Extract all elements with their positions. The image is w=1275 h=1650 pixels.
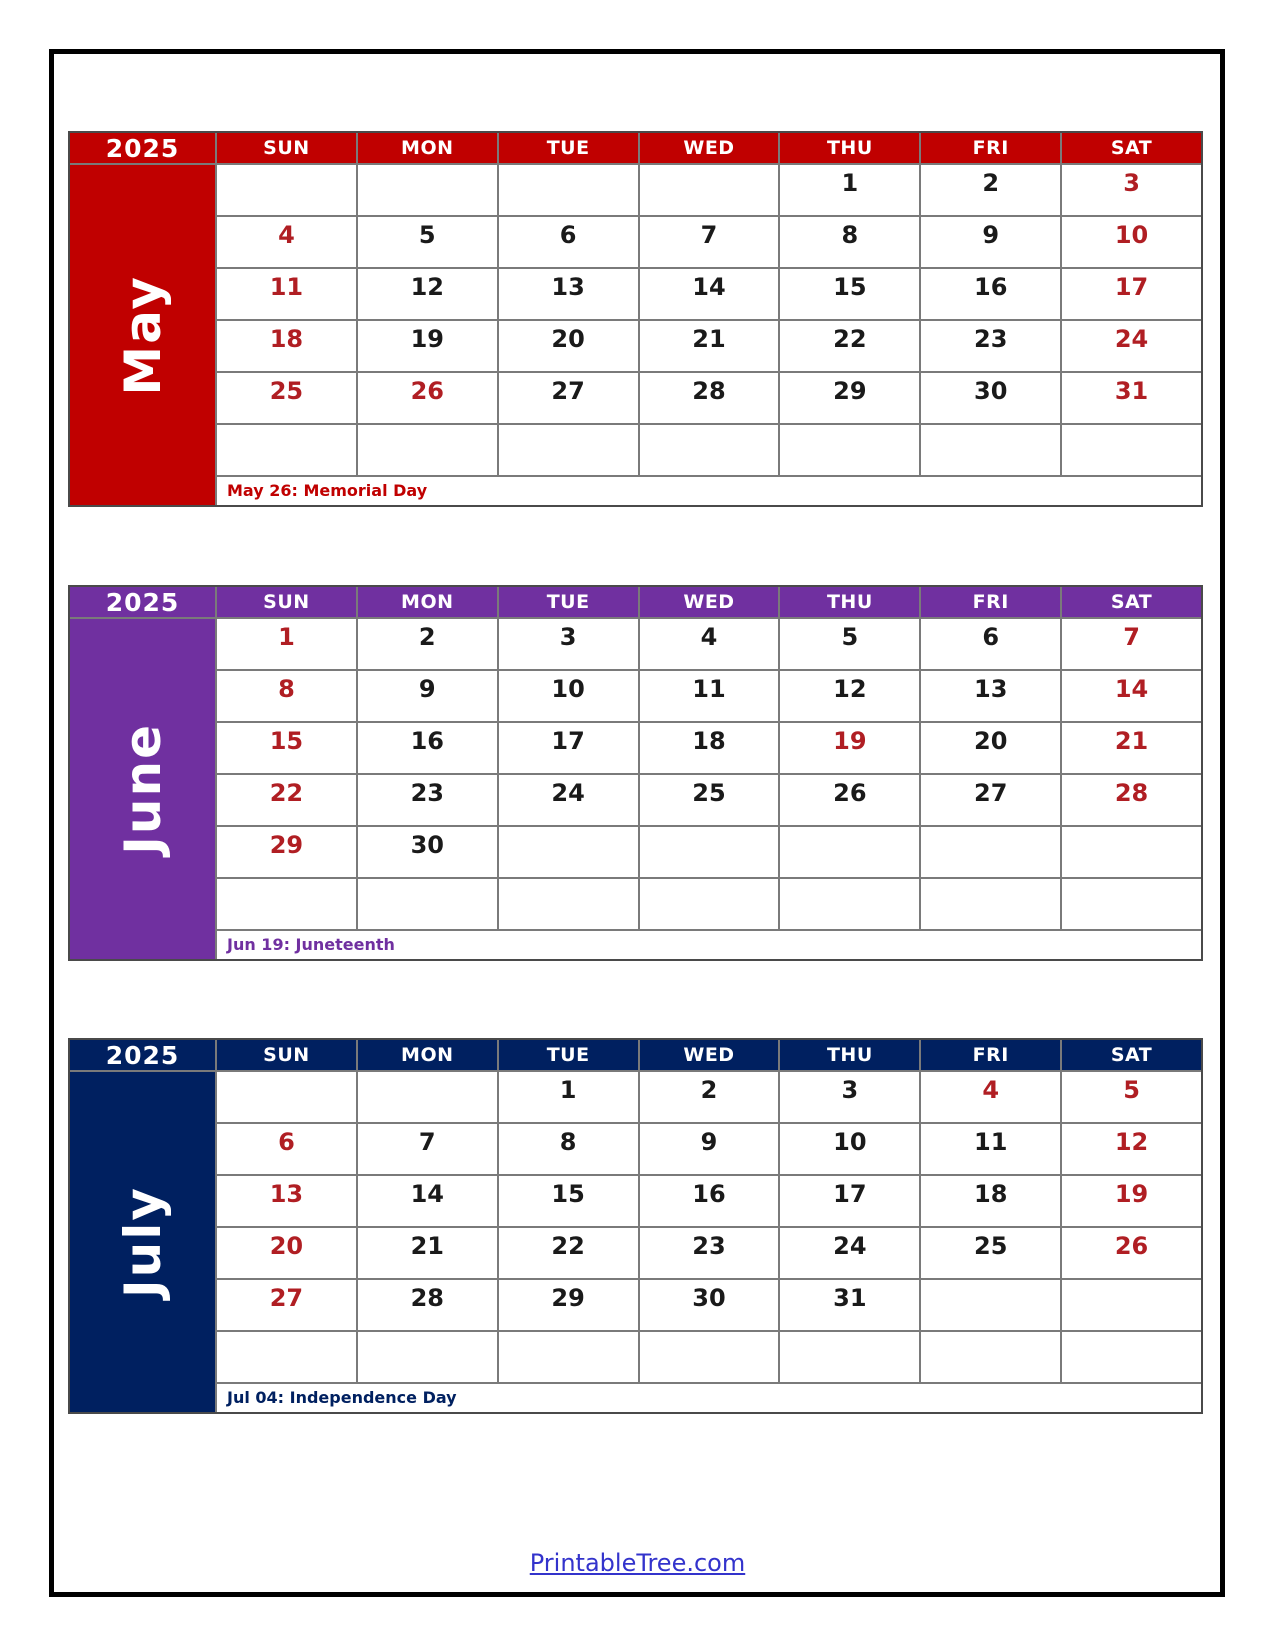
day-header-tue: TUE [499, 587, 638, 617]
day-cell-8: 8 [217, 671, 356, 721]
day-cell-25: 25 [640, 775, 779, 825]
day-cell-empty [1062, 1332, 1201, 1382]
day-header-wed: WED [640, 133, 779, 163]
day-cell-5: 5 [780, 619, 919, 669]
day-header-fri: FRI [921, 133, 1060, 163]
day-cell-18: 18 [640, 723, 779, 773]
holiday-note-june: Jun 19: Juneteenth [217, 931, 1201, 959]
day-cell-empty [640, 1332, 779, 1382]
day-cell-21: 21 [1062, 723, 1201, 773]
calendar-grid-july [68, 1038, 1203, 1414]
day-cell-empty [217, 1072, 356, 1122]
year-label: 2025 [70, 587, 215, 617]
day-cell-4: 4 [640, 619, 779, 669]
day-cell-empty [358, 1072, 497, 1122]
day-cell-empty [921, 879, 1060, 929]
day-cell-20: 20 [921, 723, 1060, 773]
day-cell-8: 8 [780, 217, 919, 267]
day-cell-19: 19 [1062, 1176, 1201, 1226]
day-cell-3: 3 [780, 1072, 919, 1122]
day-cell-24: 24 [780, 1228, 919, 1278]
day-cell-13: 13 [921, 671, 1060, 721]
day-cell-22: 22 [499, 1228, 638, 1278]
day-cell-23: 23 [358, 775, 497, 825]
day-cell-31: 31 [1062, 373, 1201, 423]
calendar-may [68, 131, 1203, 507]
month-sidebar-june [70, 619, 215, 959]
day-cell-6: 6 [217, 1124, 356, 1174]
day-cell-7: 7 [358, 1124, 497, 1174]
year-label: 2025 [70, 133, 215, 163]
day-cell-13: 13 [499, 269, 638, 319]
day-cell-9: 9 [921, 217, 1060, 267]
day-cell-4: 4 [217, 217, 356, 267]
day-cell-11: 11 [921, 1124, 1060, 1174]
day-cell-23: 23 [921, 321, 1060, 371]
day-cell-empty [499, 425, 638, 475]
day-cell-7: 7 [1062, 619, 1201, 669]
day-cell-empty [217, 1332, 356, 1382]
day-header-mon: MON [358, 1040, 497, 1070]
day-header-tue: TUE [499, 133, 638, 163]
day-cell-empty [358, 1332, 497, 1382]
day-cell-empty [640, 165, 779, 215]
day-cell-23: 23 [640, 1228, 779, 1278]
day-cell-5: 5 [358, 217, 497, 267]
day-header-mon: MON [358, 587, 497, 617]
day-header-sat: SAT [1062, 1040, 1201, 1070]
footer [0, 1549, 1275, 1577]
day-cell-22: 22 [780, 321, 919, 371]
day-cell-empty [499, 165, 638, 215]
day-cell-empty [358, 879, 497, 929]
day-cell-empty [358, 425, 497, 475]
day-cell-empty [1062, 1280, 1201, 1330]
day-header-sun: SUN [217, 1040, 356, 1070]
calendar-june [68, 585, 1203, 961]
day-header-thu: THU [780, 133, 919, 163]
day-cell-19: 19 [780, 723, 919, 773]
day-cell-30: 30 [358, 827, 497, 877]
year-label: 2025 [70, 1040, 215, 1070]
day-header-thu: THU [780, 1040, 919, 1070]
day-cell-10: 10 [1062, 217, 1201, 267]
day-cell-17: 17 [499, 723, 638, 773]
day-cell-empty [921, 827, 1060, 877]
day-cell-24: 24 [1062, 321, 1201, 371]
day-cell-19: 19 [358, 321, 497, 371]
day-cell-20: 20 [499, 321, 638, 371]
day-cell-22: 22 [217, 775, 356, 825]
day-cell-25: 25 [217, 373, 356, 423]
day-cell-empty [499, 879, 638, 929]
day-header-sat: SAT [1062, 587, 1201, 617]
day-cell-12: 12 [780, 671, 919, 721]
day-cell-12: 12 [358, 269, 497, 319]
day-cell-15: 15 [499, 1176, 638, 1226]
day-cell-27: 27 [499, 373, 638, 423]
day-cell-16: 16 [358, 723, 497, 773]
day-cell-17: 17 [1062, 269, 1201, 319]
day-cell-30: 30 [640, 1280, 779, 1330]
day-cell-empty [1062, 425, 1201, 475]
day-cell-4: 4 [921, 1072, 1060, 1122]
day-cell-26: 26 [780, 775, 919, 825]
day-cell-empty [358, 165, 497, 215]
day-cell-empty [921, 1280, 1060, 1330]
day-cell-6: 6 [921, 619, 1060, 669]
day-cell-10: 10 [499, 671, 638, 721]
day-header-wed: WED [640, 587, 779, 617]
day-header-sun: SUN [217, 133, 356, 163]
day-cell-13: 13 [217, 1176, 356, 1226]
day-cell-14: 14 [358, 1176, 497, 1226]
month-name-june: June [113, 723, 172, 855]
day-cell-empty [780, 1332, 919, 1382]
day-cell-29: 29 [499, 1280, 638, 1330]
day-cell-26: 26 [1062, 1228, 1201, 1278]
day-cell-14: 14 [1062, 671, 1201, 721]
day-cell-27: 27 [921, 775, 1060, 825]
calendar-grid-may [68, 131, 1203, 507]
day-cell-16: 16 [640, 1176, 779, 1226]
day-cell-9: 9 [358, 671, 497, 721]
day-cell-18: 18 [217, 321, 356, 371]
day-cell-15: 15 [780, 269, 919, 319]
day-cell-18: 18 [921, 1176, 1060, 1226]
day-cell-16: 16 [921, 269, 1060, 319]
day-cell-empty [217, 165, 356, 215]
day-cell-7: 7 [640, 217, 779, 267]
day-cell-1: 1 [499, 1072, 638, 1122]
day-header-thu: THU [780, 587, 919, 617]
month-sidebar-may [70, 165, 215, 505]
day-cell-11: 11 [217, 269, 356, 319]
footer-link[interactable]: PrintableTree.com [529, 1549, 746, 1577]
calendar-july [68, 1038, 1203, 1414]
day-cell-empty [921, 1332, 1060, 1382]
day-header-wed: WED [640, 1040, 779, 1070]
month-name-july: July [113, 1186, 172, 1298]
day-cell-empty [1062, 827, 1201, 877]
day-cell-28: 28 [358, 1280, 497, 1330]
day-header-fri: FRI [921, 587, 1060, 617]
day-cell-1: 1 [780, 165, 919, 215]
day-cell-2: 2 [640, 1072, 779, 1122]
day-cell-11: 11 [640, 671, 779, 721]
day-cell-empty [780, 879, 919, 929]
day-cell-21: 21 [358, 1228, 497, 1278]
day-cell-3: 3 [1062, 165, 1201, 215]
day-cell-31: 31 [780, 1280, 919, 1330]
day-cell-24: 24 [499, 775, 638, 825]
day-header-sun: SUN [217, 587, 356, 617]
month-name-may: May [113, 274, 172, 396]
day-cell-empty [640, 425, 779, 475]
day-cell-27: 27 [217, 1280, 356, 1330]
day-cell-21: 21 [640, 321, 779, 371]
day-cell-empty [640, 879, 779, 929]
day-cell-empty [921, 425, 1060, 475]
holiday-note-july: Jul 04: Independence Day [217, 1384, 1201, 1412]
day-cell-26: 26 [358, 373, 497, 423]
day-cell-29: 29 [780, 373, 919, 423]
day-cell-15: 15 [217, 723, 356, 773]
day-cell-empty [640, 827, 779, 877]
day-header-tue: TUE [499, 1040, 638, 1070]
day-header-fri: FRI [921, 1040, 1060, 1070]
day-cell-12: 12 [1062, 1124, 1201, 1174]
day-cell-empty [780, 425, 919, 475]
day-cell-28: 28 [1062, 775, 1201, 825]
day-cell-empty [217, 425, 356, 475]
day-cell-6: 6 [499, 217, 638, 267]
day-cell-empty [499, 827, 638, 877]
day-cell-10: 10 [780, 1124, 919, 1174]
day-cell-2: 2 [358, 619, 497, 669]
day-cell-29: 29 [217, 827, 356, 877]
day-header-mon: MON [358, 133, 497, 163]
day-cell-9: 9 [640, 1124, 779, 1174]
day-cell-2: 2 [921, 165, 1060, 215]
day-cell-30: 30 [921, 373, 1060, 423]
day-cell-empty [780, 827, 919, 877]
day-cell-empty [1062, 879, 1201, 929]
month-sidebar-july [70, 1072, 215, 1412]
calendar-grid-june [68, 585, 1203, 961]
day-cell-empty [499, 1332, 638, 1382]
holiday-note-may: May 26: Memorial Day [217, 477, 1201, 505]
day-cell-28: 28 [640, 373, 779, 423]
day-cell-17: 17 [780, 1176, 919, 1226]
day-cell-14: 14 [640, 269, 779, 319]
day-cell-3: 3 [499, 619, 638, 669]
day-cell-5: 5 [1062, 1072, 1201, 1122]
day-header-sat: SAT [1062, 133, 1201, 163]
day-cell-8: 8 [499, 1124, 638, 1174]
day-cell-empty [217, 879, 356, 929]
day-cell-1: 1 [217, 619, 356, 669]
day-cell-25: 25 [921, 1228, 1060, 1278]
day-cell-20: 20 [217, 1228, 356, 1278]
